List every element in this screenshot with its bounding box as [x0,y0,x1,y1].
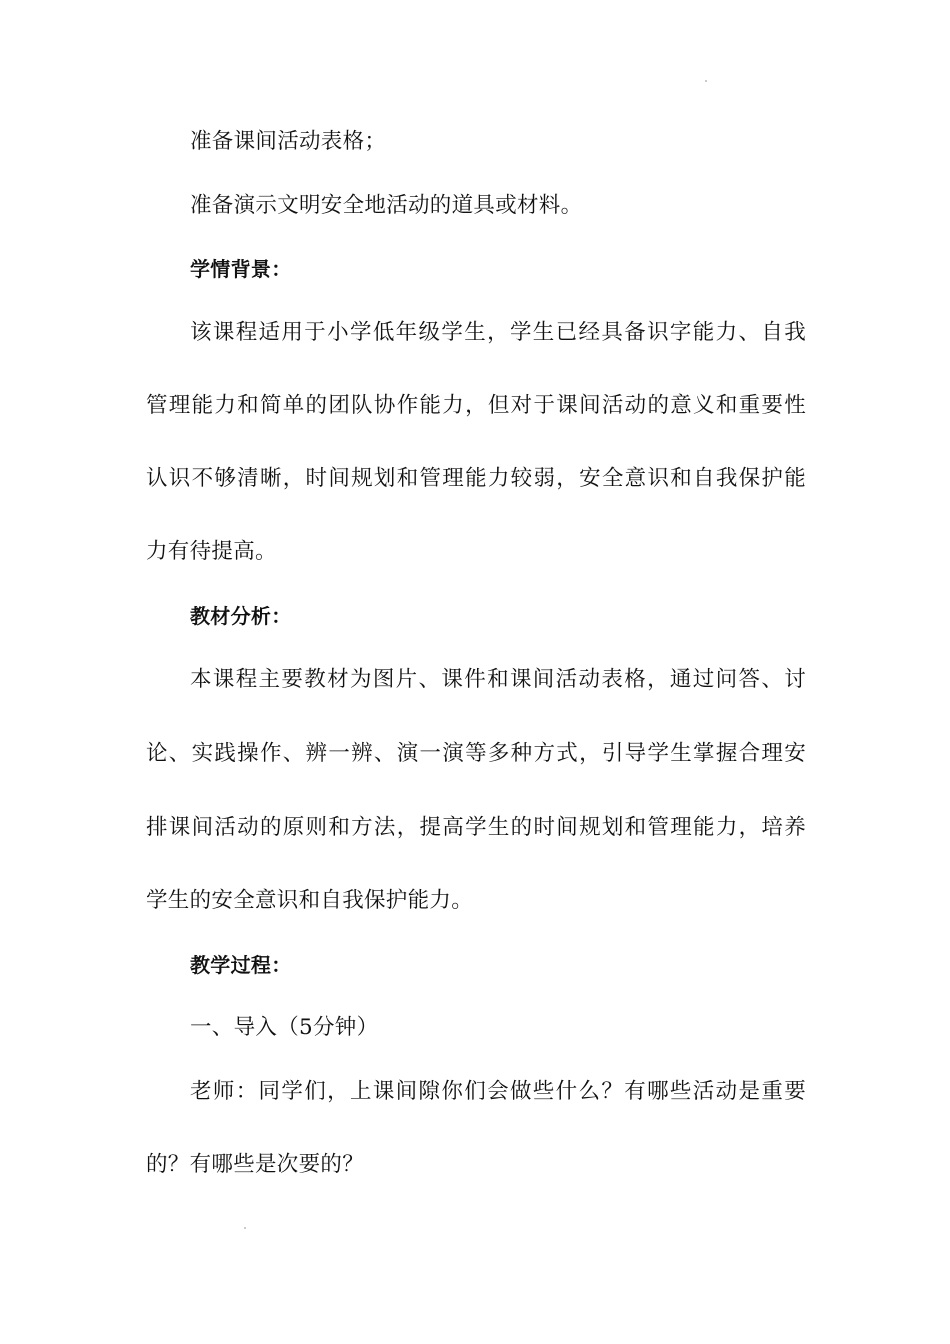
paragraph-background-line-2: 管理能力和简单的团队协作能力，但对于课间活动的意义和重要性 [146,393,806,418]
paragraph-teacher-line-1: 老师：同学们，上课间隙你们会做些什么？有哪些活动是重要 [190,1079,806,1104]
paragraph-teacher-line-2: 的？有哪些是次要的？ [146,1152,365,1177]
scan-speck [705,80,707,82]
scan-speck [244,1227,246,1229]
paragraph-background-line-1: 该课程适用于小学低年级学生，学生已经具备识字能力、自我 [190,320,806,345]
paragraph-material-line-3: 排课间活动的原则和方法，提高学生的时间规划和管理能力，培养 [146,815,806,840]
paragraph-material-line-4: 学生的安全意识和自我保护能力。 [146,888,474,913]
paragraph-prepare-props: 准备演示文明安全地活动的道具或材料。 [190,193,583,218]
paragraph-background-line-3: 认识不够清晰，时间规划和管理能力较弱，安全意识和自我保护能 [146,466,806,491]
heading-teaching-process: 教学过程： [190,953,292,977]
heading-student-background: 学情背景： [190,257,292,281]
paragraph-intro-section: 一、导入（5分钟） [190,1015,379,1040]
paragraph-material-line-2: 论、实践操作、辨一辨、演一演等多种方式，引导学生掌握合理安 [146,741,806,766]
paragraph-material-line-1: 本课程主要教材为图片、课件和课间活动表格，通过问答、讨 [190,667,806,692]
heading-material-analysis: 教材分析： [190,604,292,628]
paragraph-background-line-4: 力有待提高。 [146,539,277,564]
paragraph-prepare-table: 准备课间活动表格； [190,129,387,154]
